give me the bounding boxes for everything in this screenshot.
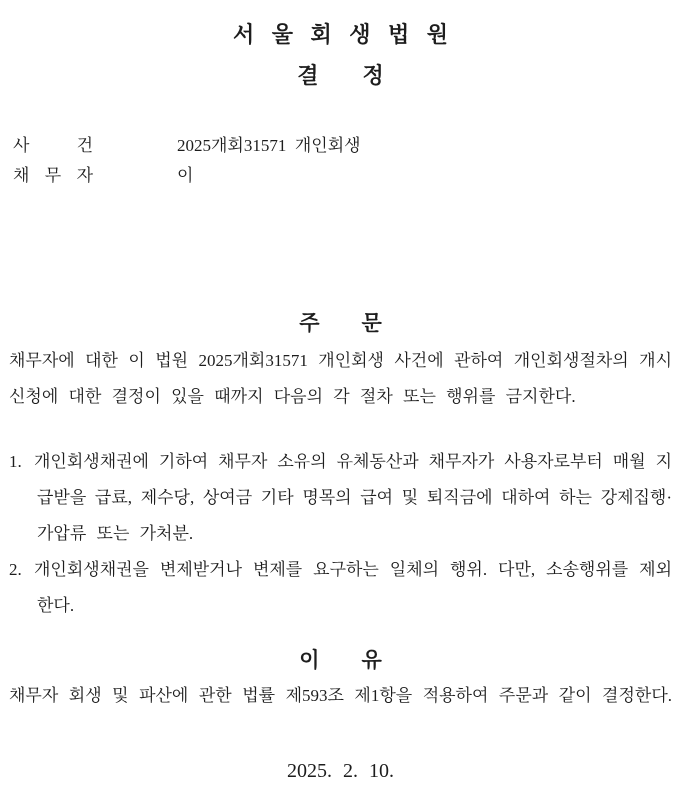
case-info-section xyxy=(9,131,672,191)
case-number-value: 2025개회31571 개인회생 xyxy=(177,136,361,155)
decision-date: 2025. 2. 10. xyxy=(287,760,394,782)
iyu-paragraph-line: 채무자 회생 및 파산에 관한 법률 제593조 제1항을 적용하여 주문과 같이 결정한다. xyxy=(9,686,672,705)
list-item-2-continuation: 한다. xyxy=(37,596,75,615)
document-type-title: 결 정 xyxy=(297,63,384,88)
iyu-section-heading: 이 유 xyxy=(299,648,382,672)
list-item-1-continuation: 가압류 또는 가처분. xyxy=(37,524,194,543)
debtor-row xyxy=(9,161,672,191)
debtor-value: 이 xyxy=(177,166,194,185)
debtor-label: 채 무 자 xyxy=(13,166,93,185)
list-item-1 xyxy=(9,444,672,480)
jumun-section-heading: 주 문 xyxy=(299,311,382,335)
jumun-paragraph xyxy=(9,343,672,415)
court-name-title: 서 울 회 생 법 원 xyxy=(232,22,448,47)
list-item-1-text: 개인회생채권에 기하여 채무자 소유의 유체동산과 채무자가 사용자로부터 매월 지 xyxy=(34,452,672,471)
list-item-2 xyxy=(9,552,672,588)
prohibited-acts-list xyxy=(9,444,672,624)
case-number-row xyxy=(9,131,672,161)
list-item-1-continuation: 급받을 급료, 제수당, 상여금 기타 명목의 급여 및 퇴직금에 대하여 하는 강제집행· xyxy=(37,488,672,507)
iyu-paragraph xyxy=(9,678,672,714)
list-item-2-text: 개인회생채권을 변제받거나 변제를 요구하는 일체의 행위. 다만, 소송행위를 제외 xyxy=(34,560,672,579)
jumun-paragraph-line: 신청에 대한 결정이 있을 때까지 다음의 각 절차 또는 행위를 금지한다. xyxy=(9,387,576,406)
list-item-2-marker: 2. xyxy=(9,560,22,579)
jumun-paragraph-line: 채무자에 대한 이 법원 2025개회31571 개인회생 사건에 관하여 개인회생절차의 개시 xyxy=(9,351,672,370)
list-item-1-marker: 1. xyxy=(9,452,22,471)
case-number-label: 사 건 xyxy=(13,136,93,155)
